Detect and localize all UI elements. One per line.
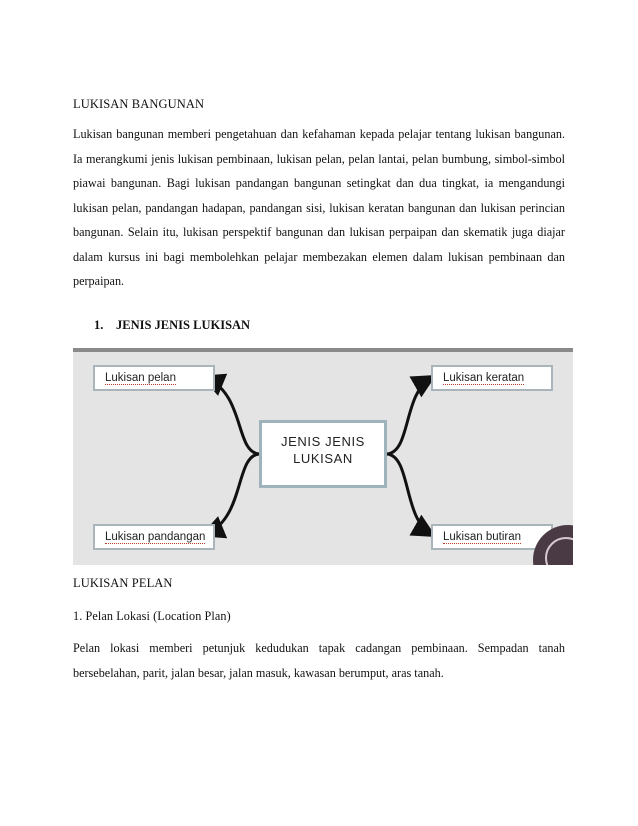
- section-title-text: JENIS JENIS LUKISAN: [116, 318, 251, 332]
- intro-paragraph: Lukisan bangunan memberi pengetahuan dan kefahaman kepada pelajar tentang lukisan bangunan. Ia merangkumi jenis lukisan pembinaan, lukisan pelan, pelan lantai, pelan bumbung, simbol-simbol piawai bangunan. Bagi lukisan pandangan bangunan setingkat dan dua tingkat, ia mengandungi lukisan pelan, pandangan hadapan, pandangan sisi, lukisan keratan bangunan dan lukisan perincian bangunan. Selain itu, lukisan perspektif bangunan dan lukisan perpaipan dan skematik juga diajar dalam kursus ini bagi membolehkan pelajar membezakan elemen dalam lukisan pembinaan dan perpaipan.: [73, 127, 565, 288]
- arrow-bottom-right: [387, 454, 431, 534]
- location-plan-paragraph: Pelan lokasi memberi petunjuk kedudukan tapak cadangan pembinaan. Sempadan tanah bersebelahan, parit, jalan besar, jalan masuk, kawasan berumput, aras tanah.: [73, 641, 565, 680]
- box-lukisan-butiran: Lukisan butiran: [431, 524, 553, 550]
- center-line-1: JENIS JENIS: [281, 434, 365, 449]
- section-number: 1.: [94, 318, 104, 332]
- box-lukisan-pandangan: Lukisan pandangan: [93, 524, 215, 550]
- subsection-heading: 1. Pelan Lokasi (Location Plan): [73, 609, 231, 623]
- types-diagram: [73, 348, 573, 565]
- section-heading: [94, 318, 250, 333]
- arrow-top-right: [387, 378, 431, 454]
- document-title: LUKISAN BANGUNAN: [73, 97, 205, 111]
- center-box: [259, 420, 387, 488]
- box-lukisan-keratan: Lukisan keratan: [431, 365, 553, 391]
- section-heading-pelan: LUKISAN PELAN: [73, 576, 173, 590]
- arrow-bottom-left: [206, 454, 259, 534]
- box-lukisan-pelan: Lukisan pelan: [93, 365, 215, 391]
- center-line-2: LUKISAN: [293, 451, 353, 466]
